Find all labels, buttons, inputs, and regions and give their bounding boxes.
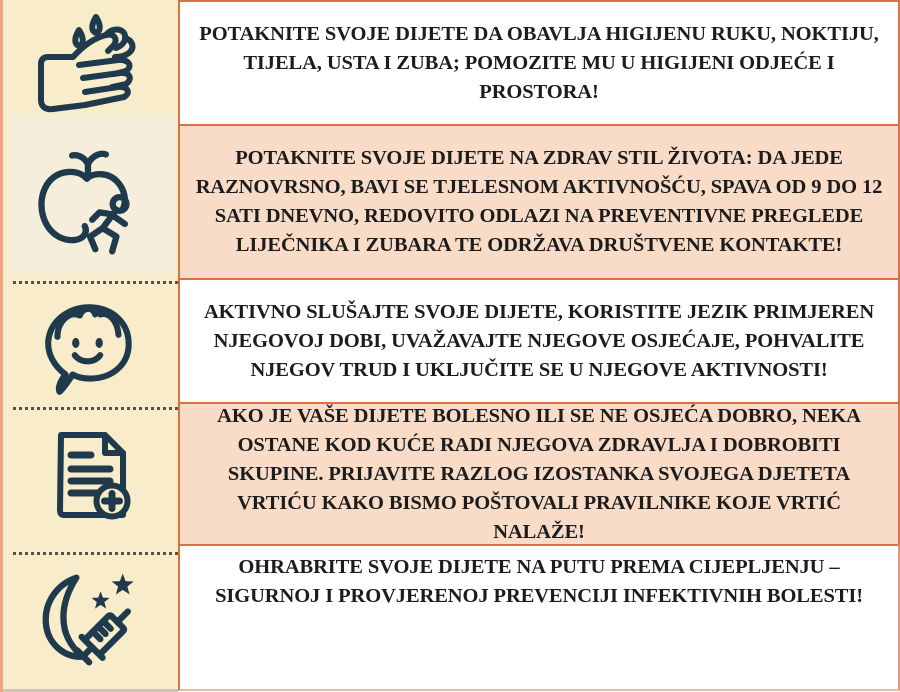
document-plus-icon: [32, 426, 146, 538]
icon-cell-healthy-lifestyle: [0, 126, 178, 283]
child-face-speech-icon: [30, 289, 148, 403]
icon-cell-communication: [0, 283, 178, 409]
advice-block-vaccination: [178, 544, 900, 691]
moon-stars-vaccine-icon: [28, 564, 150, 682]
advice-text: OHRABRITE SVOJE DIJETE NA PUTU PREMA CIJEPLJENJU – SIGURNOJ I PROVJERENOJ PREVENCIJI INFEKTIVNIH BOLESTI!: [215, 556, 863, 607]
icon-sidebar: [0, 0, 178, 692]
apple-runner-icon: [27, 146, 151, 264]
syringe-glyph: [73, 601, 139, 667]
advice-block-absence-report: [178, 402, 900, 547]
advice-text: POTAKNITE SVOJE DIJETE DA OBAVLJA HIGIJENU RUKU, NOKTIJU, TIJELA, USTA I ZUBA; POMOZITE MU U HIGIJENI ODJEĆE I PROSTORA!: [199, 22, 879, 103]
advice-block-communication: [178, 278, 900, 404]
handwashing-icon: [30, 7, 148, 119]
icon-cell-vaccination: [0, 554, 178, 692]
advice-text: AKTIVNO SLUŠAJTE SVOJE DIJETE, KORISTITE JEZIK PRIMJEREN NJEGOVOJ DOBI, UVAŽAVAJTE NJEGOVE OSJEĆAJE, POHVALITE NJEGOV TRUD I UKLJUČITE SE U NJEGOVE AKTIVNOSTI!: [203, 300, 875, 381]
advice-list: [178, 0, 900, 692]
icon-cell-hygiene: [0, 0, 178, 126]
page-left-edge-strip: [0, 0, 3, 692]
advice-text: POTAKNITE SVOJE DIJETE NA ZDRAV STIL ŽIVOTA: DA JEDE RAZNOVRSNO, BAVI SE TJELESNOM AKTIVNOŠĆU, SPAVA OD 9 DO 12 SATI DNEVNO, REDOVITO ODLAZI NA PREVENTIVNE PREGLEDE LIJEČNIKA I ZUBARA TE ODRŽAVA DRUŠTVENE KONTAKTE!: [195, 147, 883, 256]
advice-block-hygiene: [178, 0, 900, 126]
icon-cell-absence-report: [0, 409, 178, 554]
advice-text: AKO JE VAŠE DIJETE BOLESNO ILI SE NE OSJEĆA DOBRO, NEKA OSTANE KOD KUĆE RADI NJEGOVA ZDRAVLJA I DOBROBITI SKUPINE. PRIJAVITE RAZLOG IZOSTANKA SVOJEGA DJETETA VRTIĆU KAKO BISMO POŠTOVALI PRAVILNIKE KOJE VRTIĆ NALAŽE!: [217, 404, 861, 543]
advice-block-healthy-lifestyle: [178, 124, 900, 281]
